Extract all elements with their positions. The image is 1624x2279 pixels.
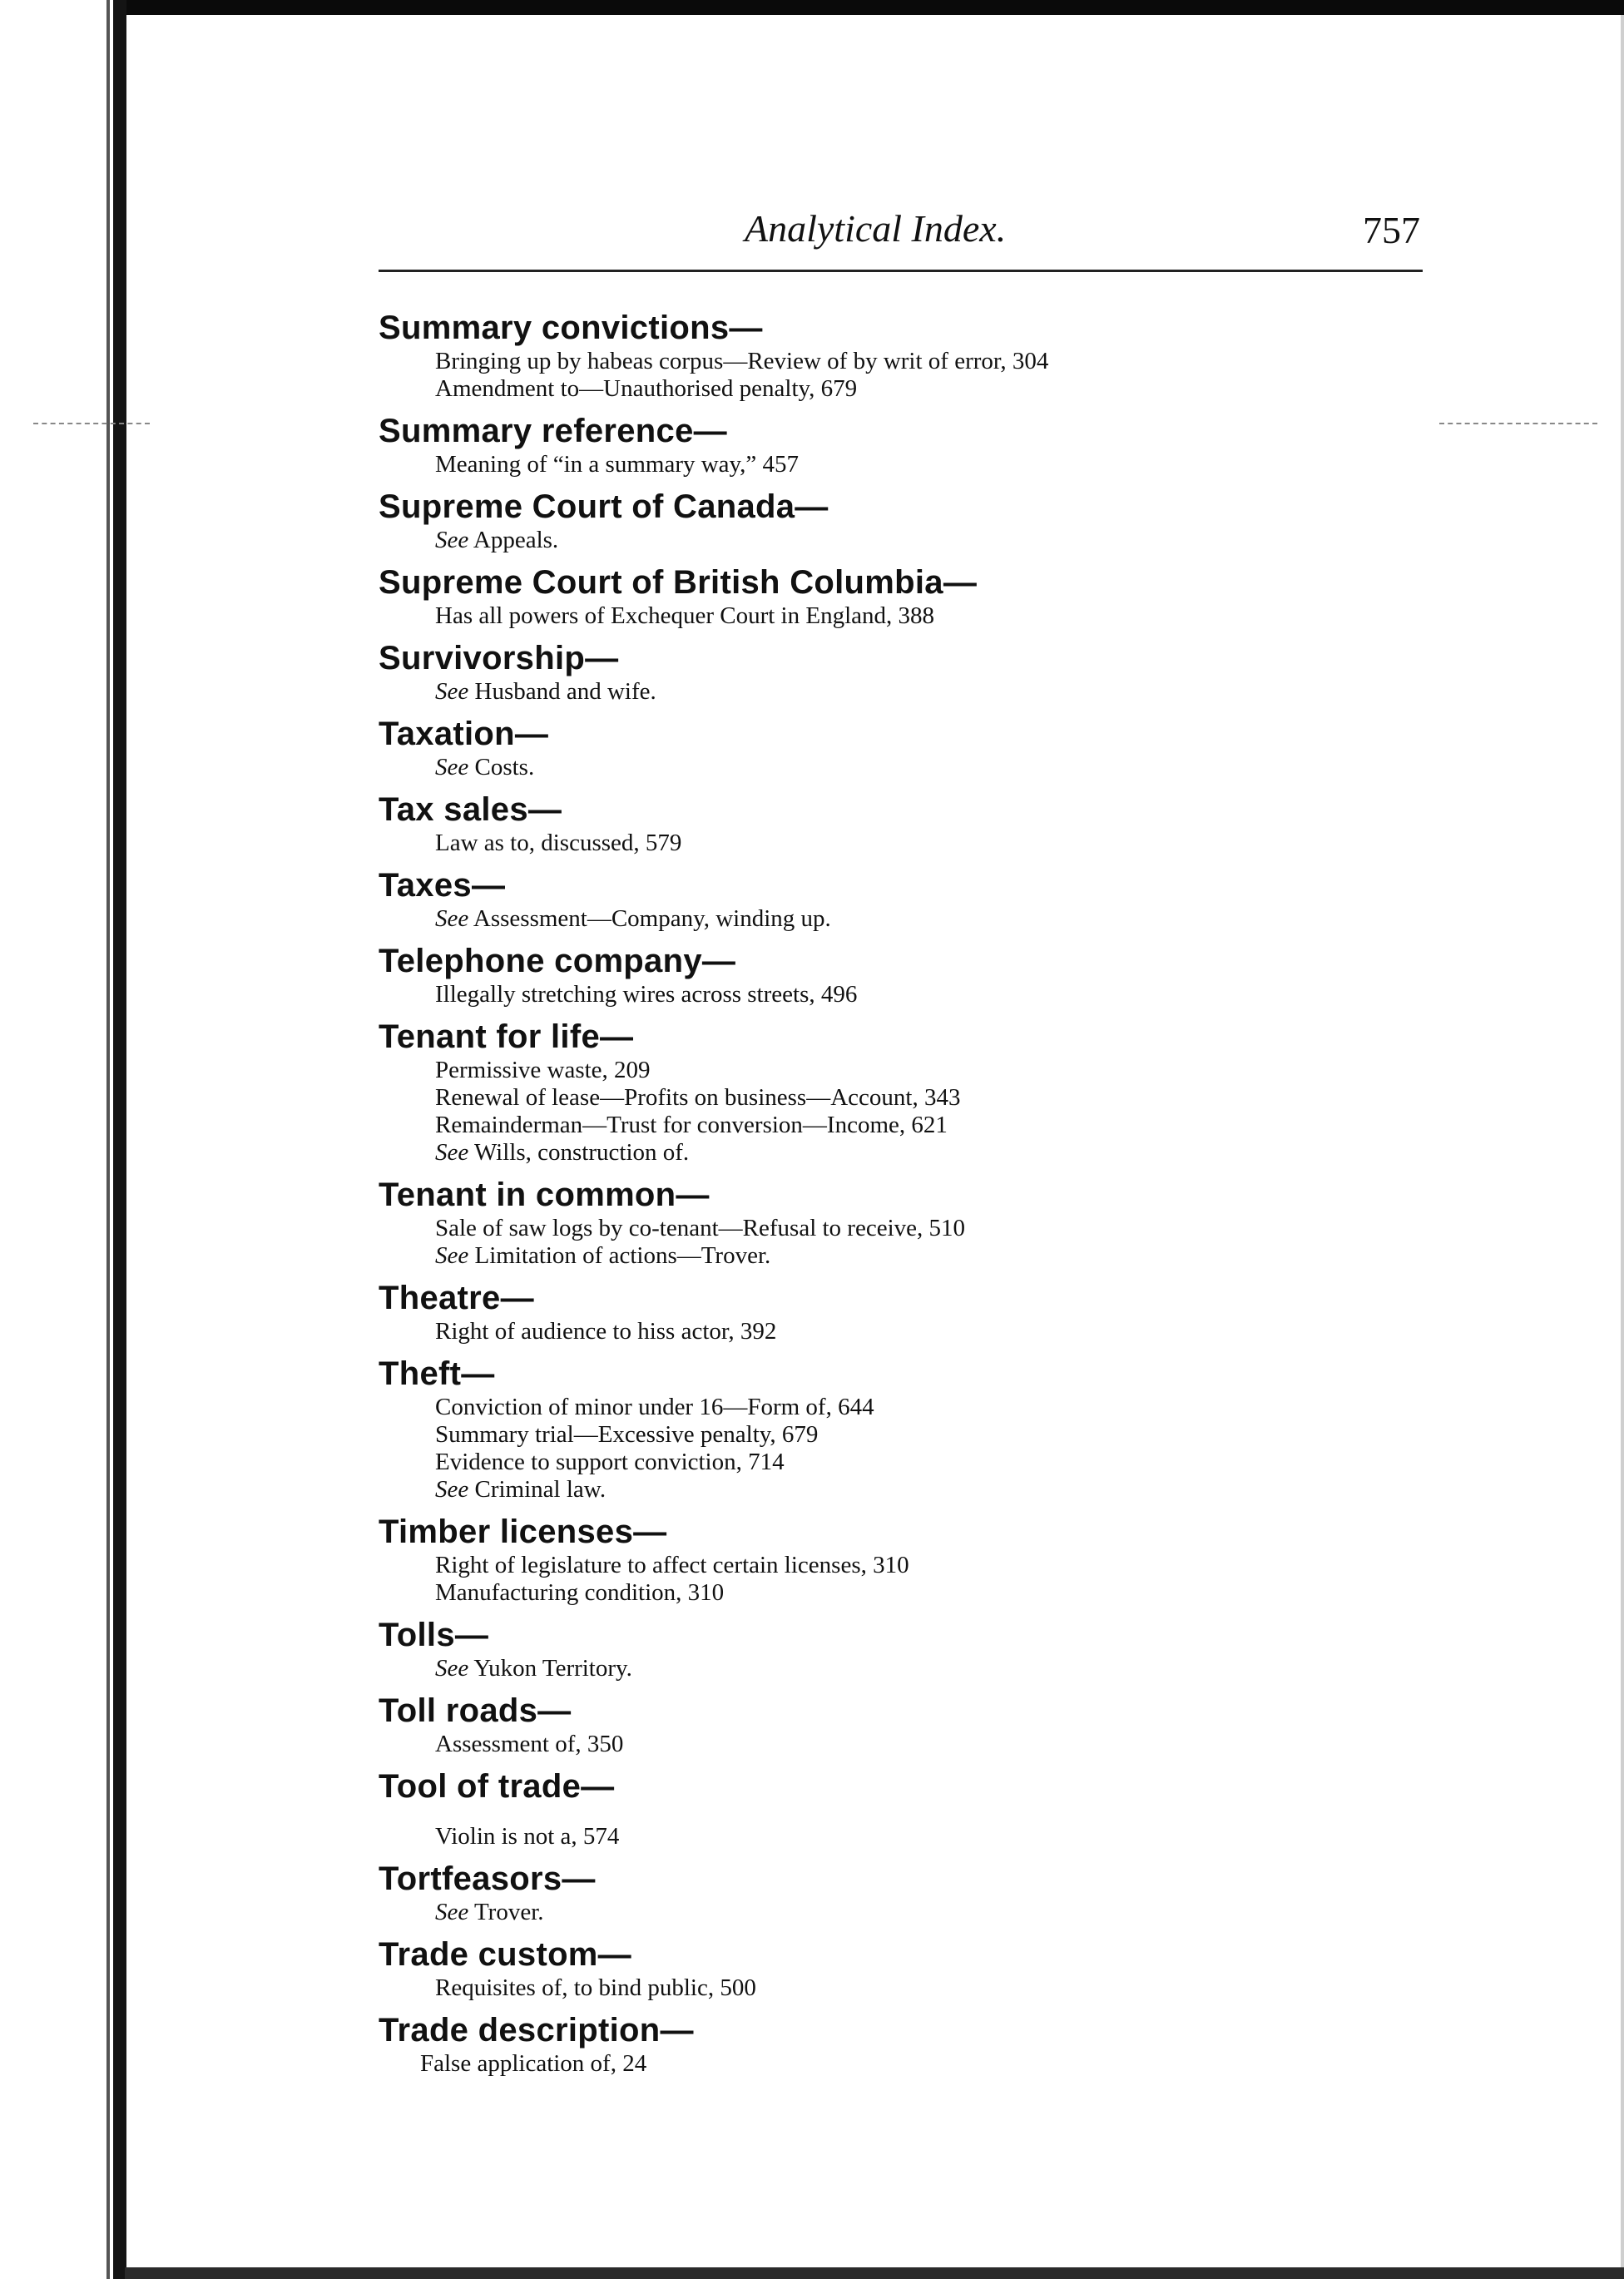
index-entry: [379, 714, 1460, 781]
scan-top-border: [0, 0, 1624, 15]
see-reference-label: See: [435, 1899, 469, 1925]
index-entry: [379, 1691, 1460, 1758]
index-entry: [379, 1354, 1460, 1504]
entry-subline: [379, 830, 1460, 857]
subline-text: Costs.: [468, 754, 535, 780]
see-reference-label: See: [435, 905, 469, 932]
entry-heading: Survivorship—: [379, 640, 619, 676]
index-entry: [379, 1935, 1460, 2002]
entry-heading: Tax sales—: [379, 791, 562, 828]
see-reference-label: See: [435, 1242, 469, 1269]
entry-subline: [379, 754, 1460, 781]
see-reference-label: See: [435, 1476, 469, 1503]
entry-heading: Summary convictions—: [379, 310, 763, 346]
index-entry: [379, 790, 1460, 857]
subline-text: Assessment of, 350: [435, 1731, 624, 1757]
subline-text: Law as to, discussed, 579: [435, 830, 682, 856]
header-rule: [379, 270, 1423, 272]
entry-subline: [379, 1242, 1460, 1270]
subline-text: Conviction of minor under 16—Form of, 644: [435, 1394, 874, 1420]
entry-heading: Trade custom—: [379, 1936, 631, 1973]
subline-text: Renewal of lease—Profits on business—Account, 343: [435, 1084, 961, 1111]
subline-text: Husband and wife.: [468, 678, 656, 705]
entry-subline: [379, 1823, 1460, 1850]
index-list: [379, 308, 1460, 2086]
subline-text: Right of legislature to affect certain licenses, 310: [435, 1552, 909, 1578]
page-right-edge: [1621, 15, 1624, 2279]
index-entry: [379, 865, 1460, 933]
index-entry: [379, 1766, 1460, 1850]
index-entry: [379, 308, 1460, 403]
page-header: [379, 206, 1427, 273]
subline-text: Bringing up by habeas corpus—Review of by writ of error, 304: [435, 348, 1049, 374]
book-spine-shadow: [113, 0, 126, 2279]
subline-text: Has all powers of Exchequer Court in England, 388: [435, 602, 934, 629]
subline-text: Evidence to support conviction, 714: [435, 1449, 785, 1475]
subline-text: Appeals.: [468, 527, 559, 553]
page-number: 757: [1363, 209, 1420, 251]
index-entry: [379, 2010, 1460, 2078]
subline-text: Remainderman—Trust for conversion—Income, 621: [435, 1112, 948, 1138]
entry-heading: Supreme Court of Canada—: [379, 488, 829, 525]
see-reference-label: See: [435, 754, 469, 780]
subline-text: Criminal law.: [468, 1476, 607, 1503]
entry-subline: [379, 451, 1460, 478]
index-entry: [379, 1615, 1460, 1682]
index-entry: [379, 1017, 1460, 1167]
entry-heading: Trade description—: [379, 2012, 694, 2049]
entry-subline: [379, 1449, 1460, 1476]
entry-subline: [379, 1057, 1460, 1084]
entry-subline: [379, 1084, 1460, 1112]
entry-subline: [379, 1112, 1460, 1139]
entry-subline: [379, 348, 1460, 375]
see-reference-label: See: [435, 678, 469, 705]
subline-text: Wills, construction of.: [468, 1139, 690, 1166]
subline-text: Permissive waste, 209: [435, 1057, 651, 1083]
subline-text: Illegally stretching wires across streets, 496: [435, 981, 858, 1008]
index-entry: [379, 638, 1460, 706]
spine-shadow-inner: [106, 0, 110, 2279]
subline-text: Sale of saw logs by co-tenant—Refusal to receive, 510: [435, 1215, 966, 1241]
entry-subline: [379, 527, 1460, 554]
subline-text: Summary trial—Excessive penalty, 679: [435, 1421, 819, 1448]
entry-subline: [379, 1215, 1460, 1242]
subline-text: False application of, 24: [420, 2050, 647, 2077]
entry-heading: Telephone company—: [379, 943, 736, 979]
entry-heading: Timber licenses—: [379, 1514, 667, 1550]
entry-heading: Theatre—: [379, 1280, 534, 1316]
entry-subline: [379, 1974, 1460, 2002]
entry-heading: Supreme Court of British Columbia—: [379, 564, 978, 601]
entry-heading: Taxation—: [379, 716, 549, 752]
entry-subline: [379, 375, 1460, 403]
entry-subline: [379, 678, 1460, 706]
index-entry: [379, 411, 1460, 478]
entry-subline: [379, 905, 1460, 933]
subline-text: Assessment—Company, winding up.: [468, 905, 831, 932]
entry-heading: Tenant in common—: [379, 1177, 710, 1213]
scan-bottom-border: [125, 2267, 1624, 2279]
entry-subline: [379, 2050, 1460, 2078]
entry-heading: Tenant for life—: [379, 1018, 634, 1055]
fold-mark-right: [1439, 423, 1597, 424]
see-reference-label: See: [435, 527, 469, 553]
entry-heading: Summary reference—: [379, 413, 727, 449]
index-entry: [379, 1175, 1460, 1270]
entry-subline: [379, 1655, 1460, 1682]
index-entry: [379, 1278, 1460, 1345]
see-reference-label: See: [435, 1655, 469, 1682]
running-title: Analytical Index.: [745, 207, 1007, 250]
subline-text: Requisites of, to bind public, 500: [435, 1974, 756, 2001]
subline-text: Violin is not a, 574: [435, 1823, 620, 1850]
entry-heading: Tolls—: [379, 1617, 489, 1653]
entry-subline: [379, 1899, 1460, 1926]
subline-text: Amendment to—Unauthorised penalty, 679: [435, 375, 858, 402]
fold-mark-left: [33, 423, 150, 424]
entry-subline: [379, 1552, 1460, 1579]
index-entry: [379, 1512, 1460, 1607]
entry-subline: [379, 1139, 1460, 1167]
subline-text: Meaning of “in a summary way,” 457: [435, 451, 800, 478]
index-entry: [379, 941, 1460, 1008]
subline-text: Yukon Territory.: [468, 1655, 632, 1682]
entry-heading: Tool of trade—: [379, 1768, 615, 1805]
index-entry: [379, 1859, 1460, 1926]
subline-text: Manufacturing condition, 310: [435, 1579, 725, 1606]
entry-heading: Toll roads—: [379, 1692, 572, 1729]
entry-subline: [379, 1318, 1460, 1345]
entry-subline: [379, 1394, 1460, 1421]
entry-subline: [379, 1421, 1460, 1449]
subline-text: Trover.: [468, 1899, 544, 1925]
entry-heading: Tortfeasors—: [379, 1860, 596, 1897]
index-entry: [379, 487, 1460, 554]
entry-heading: Taxes—: [379, 867, 506, 904]
entry-subline: [379, 981, 1460, 1008]
entry-subline: [379, 1731, 1460, 1758]
entry-heading: Theft—: [379, 1355, 495, 1392]
subline-text: Right of audience to hiss actor, 392: [435, 1318, 777, 1345]
entry-subline: [379, 602, 1460, 630]
index-entry: [379, 562, 1460, 630]
subline-text: Limitation of actions—Trover.: [468, 1242, 771, 1269]
entry-subline: [379, 1579, 1460, 1607]
see-reference-label: See: [435, 1139, 469, 1166]
entry-subline: [379, 1476, 1460, 1504]
